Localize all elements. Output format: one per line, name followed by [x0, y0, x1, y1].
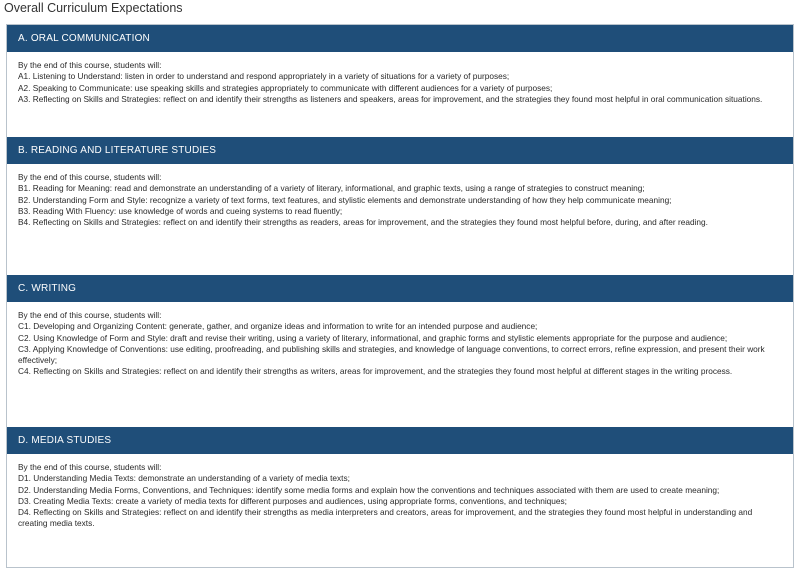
expectation-b2: B2. Understanding Form and Style: recognize a variety of text forms, text features, and stylistic elements and demonstrate understanding of how they help communicate meaning; — [18, 194, 672, 205]
section-reading-literature — [7, 137, 793, 228]
section-body — [7, 52, 793, 105]
expectation-a1: A1. Listening to Understand: listen in order to understand and respond appropriately in a variety of situations for a variety of purposes; — [18, 71, 510, 82]
section-oral-communication — [7, 25, 793, 105]
expectation-a2: A2. Speaking to Communicate: use speaking skills and strategies appropriately to communicate with different audiences for a variety of purposes; — [18, 82, 553, 93]
expectation-c4: C4. Reflecting on Skills and Strategies: reflect on and identify their strengths as writers, areas for improvement, and the strategies they found most helpful at different stages in the writing process. — [18, 366, 733, 377]
section-body — [7, 164, 793, 228]
section-header: B. READING AND LITERATURE STUDIES — [7, 137, 793, 164]
expectation-d2: D2. Understanding Media Forms, Conventions, and Techniques: identify some media forms and explain how the conventions and techniques associated with them are used to create meaning; — [18, 484, 720, 495]
expectation-b1: B1. Reading for Meaning: read and demonstrate an understanding of a variety of literary, informational, and graphic texts, using a range of strategies to construct meaning; — [18, 183, 645, 194]
expectation-d3: D3. Creating Media Texts: create a variety of media texts for different purposes and audiences, using appropriate forms, conventions, and techniques; — [18, 495, 567, 506]
section-intro: By the end of this course, students will: — [18, 462, 162, 472]
section-header: C. WRITING — [7, 275, 793, 302]
section-media-studies — [7, 427, 793, 530]
section-intro: By the end of this course, students will: — [18, 310, 162, 320]
expectation-c3: C3. Applying Knowledge of Conventions: use editing, proofreading, and publishing skills and strategies, and knowledge of language conventions, to correct errors, refine expression, and present their work effectively; — [18, 343, 765, 366]
section-body — [7, 454, 793, 530]
expectation-c2: C2. Using Knowledge of Form and Style: draft and revise their writing, using a variety of literary, informational, and graphic forms and stylistic elements appropriate for the purpose and audience; — [18, 332, 728, 343]
curriculum-table — [6, 24, 794, 568]
expectation-a3: A3. Reflecting on Skills and Strategies: reflect on and identify their strengths as listeners and speakers, areas for improvement, and the strategies they found most helpful in oral communication situations. — [18, 93, 763, 104]
expectation-b4: B4. Reflecting on Skills and Strategies: reflect on and identify their strengths as readers, areas for improvement, and the strategies they found most helpful before, during, and after reading. — [18, 217, 708, 228]
expectation-b3: B3. Reading With Fluency: use knowledge of words and cueing systems to read fluently; — [18, 205, 343, 216]
section-writing — [7, 275, 793, 378]
page-title: Overall Curriculum Expectations — [4, 1, 183, 15]
section-intro: By the end of this course, students will: — [18, 60, 162, 70]
expectation-d4: D4. Reflecting on Skills and Strategies: reflect on and identify their strengths as media interpreters and creators, areas for improvement, and the strategies they found most helpful in understanding and creating media texts. — [18, 507, 753, 529]
section-header: D. MEDIA STUDIES — [7, 427, 793, 454]
section-header: A. ORAL COMMUNICATION — [7, 25, 793, 52]
section-intro: By the end of this course, students will: — [18, 172, 162, 182]
section-body — [7, 302, 793, 378]
expectation-d1: D1. Understanding Media Texts: demonstrate an understanding of a variety of media texts; — [18, 473, 350, 484]
expectation-c1: C1. Developing and Organizing Content: generate, gather, and organize ideas and information to write for an intended purpose and audience; — [18, 321, 538, 332]
